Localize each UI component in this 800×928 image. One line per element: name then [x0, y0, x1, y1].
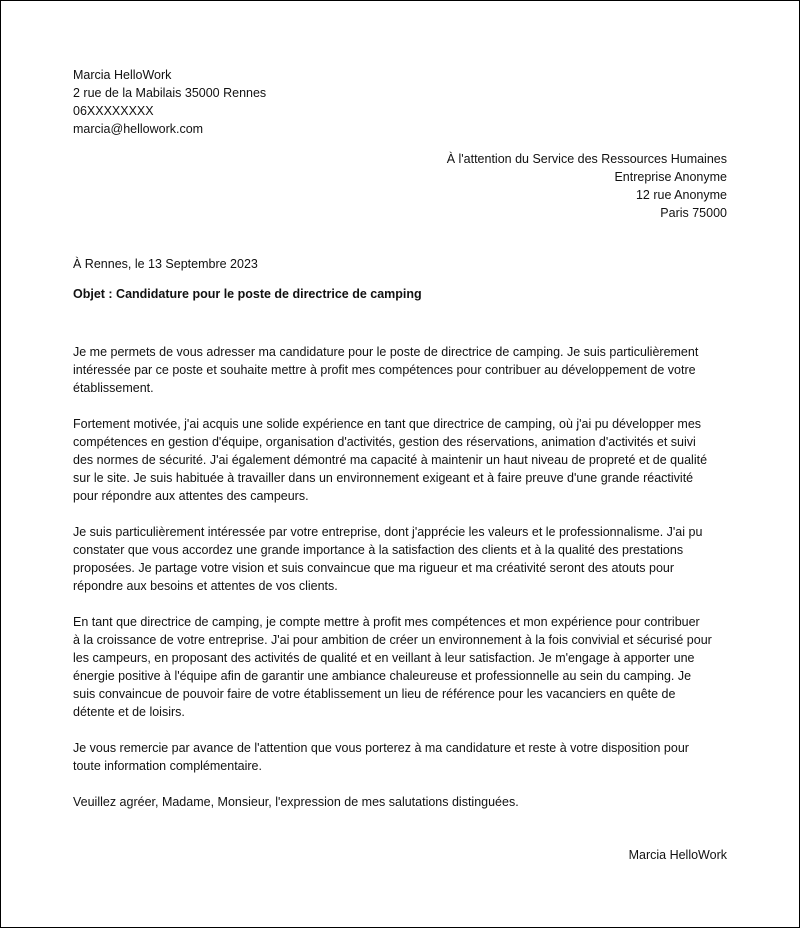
- paragraph-line: établissement.: [73, 381, 154, 395]
- paragraph-line: Je vous remercie par avance de l'attention que vous porterez à ma candidature et reste à votre disposition pour: [73, 741, 689, 755]
- sender-email: marcia@hellowork.com: [73, 122, 204, 136]
- paragraph-line: proposées. Je partage votre vision et suis convaincue que ma rigueur et ma créativité seront des atouts pour: [73, 561, 675, 575]
- paragraph-line: Fortement motivée, j'ai acquis une solide expérience en tant que directrice de camping, où j'ai pu développer mes: [73, 417, 702, 431]
- paragraph-intro: [73, 343, 733, 397]
- sender-address: 2 rue de la Mabilais 35000 Rennes: [73, 86, 267, 100]
- paragraph-line: En tant que directrice de camping, je compte mettre à profit mes compétences et mon expérience pour contribuer: [73, 615, 700, 629]
- paragraph-company-interest: [73, 523, 733, 595]
- paragraph-line: compétences en gestion d'équipe, organisation d'activités, gestion des réservations, animation d'activités et suivi: [73, 435, 696, 449]
- paragraph-line: sur le site. Je suis habituée à travailler dans un environnement exigeant et à faire preuve d'une grande réactivité: [73, 471, 694, 485]
- recipient-city: Paris 75000: [660, 206, 727, 220]
- paragraph-line: à la croissance de votre entreprise. J'ai pour ambition de créer un environnement à la fois convivial et sécurisé pour: [73, 633, 712, 647]
- paragraph-line: Je suis particulièrement intéressée par votre entreprise, dont j'apprécie les valeurs et le professionnalisme. J'ai pu: [73, 525, 703, 539]
- paragraph-line: énergie positive à l'équipe afin de garantir une ambiance chaleureuse et professionnelle au sein du camping. Je: [73, 669, 692, 683]
- paragraph-thanks: [73, 739, 733, 775]
- paragraph-line: des normes de sécurité. J'ai également démontré ma capacité à maintenir un haut niveau de propreté et de qualité: [73, 453, 708, 467]
- recipient-attention: À l'attention du Service des Ressources Humaines: [446, 152, 727, 166]
- sender-name: Marcia HelloWork: [73, 68, 172, 82]
- paragraph-line: détente et de loisirs.: [73, 705, 185, 719]
- recipient-company: Entreprise Anonyme: [614, 170, 727, 184]
- paragraph-line: répondre aux besoins et attentes de vos clients.: [73, 579, 338, 593]
- date-line: À Rennes, le 13 Septembre 2023: [73, 257, 258, 271]
- paragraph-line: Je me permets de vous adresser ma candidature pour le poste de directrice de camping. Je suis particulièrement: [73, 345, 699, 359]
- sender-phone: 06XXXXXXXX: [73, 104, 154, 118]
- paragraph-closing: [73, 793, 733, 811]
- letter-body: [73, 343, 733, 829]
- paragraph-contribution: [73, 613, 733, 721]
- paragraph-experience: [73, 415, 733, 505]
- paragraph-line: suis convaincue de pouvoir faire de votre établissement un lieu de référence pour les vacanciers en quête de: [73, 687, 676, 701]
- subject-line: Objet : Candidature pour le poste de directrice de camping: [73, 287, 422, 301]
- paragraph-line: constater que vous accordez une grande importance à la satisfaction des clients et à la qualité des prestations: [73, 543, 684, 557]
- paragraph-line: les campeurs, en proposant des activités de qualité et en veillant à leur satisfaction. Je m'engage à apporter une: [73, 651, 695, 665]
- sender-block: [73, 66, 266, 138]
- paragraph-line: pour répondre aux attentes des campeurs.: [73, 489, 309, 503]
- paragraph-line: intéressée par ce poste et souhaite mettre à profit mes compétences pour contribuer au développement de votre: [73, 363, 696, 377]
- recipient-block: [447, 150, 727, 222]
- signature: Marcia HelloWork: [628, 848, 727, 862]
- paragraph-line: toute information complémentaire.: [73, 759, 262, 773]
- paragraph-line: Veuillez agréer, Madame, Monsieur, l'expression de mes salutations distinguées.: [73, 795, 519, 809]
- recipient-street: 12 rue Anonyme: [635, 188, 727, 202]
